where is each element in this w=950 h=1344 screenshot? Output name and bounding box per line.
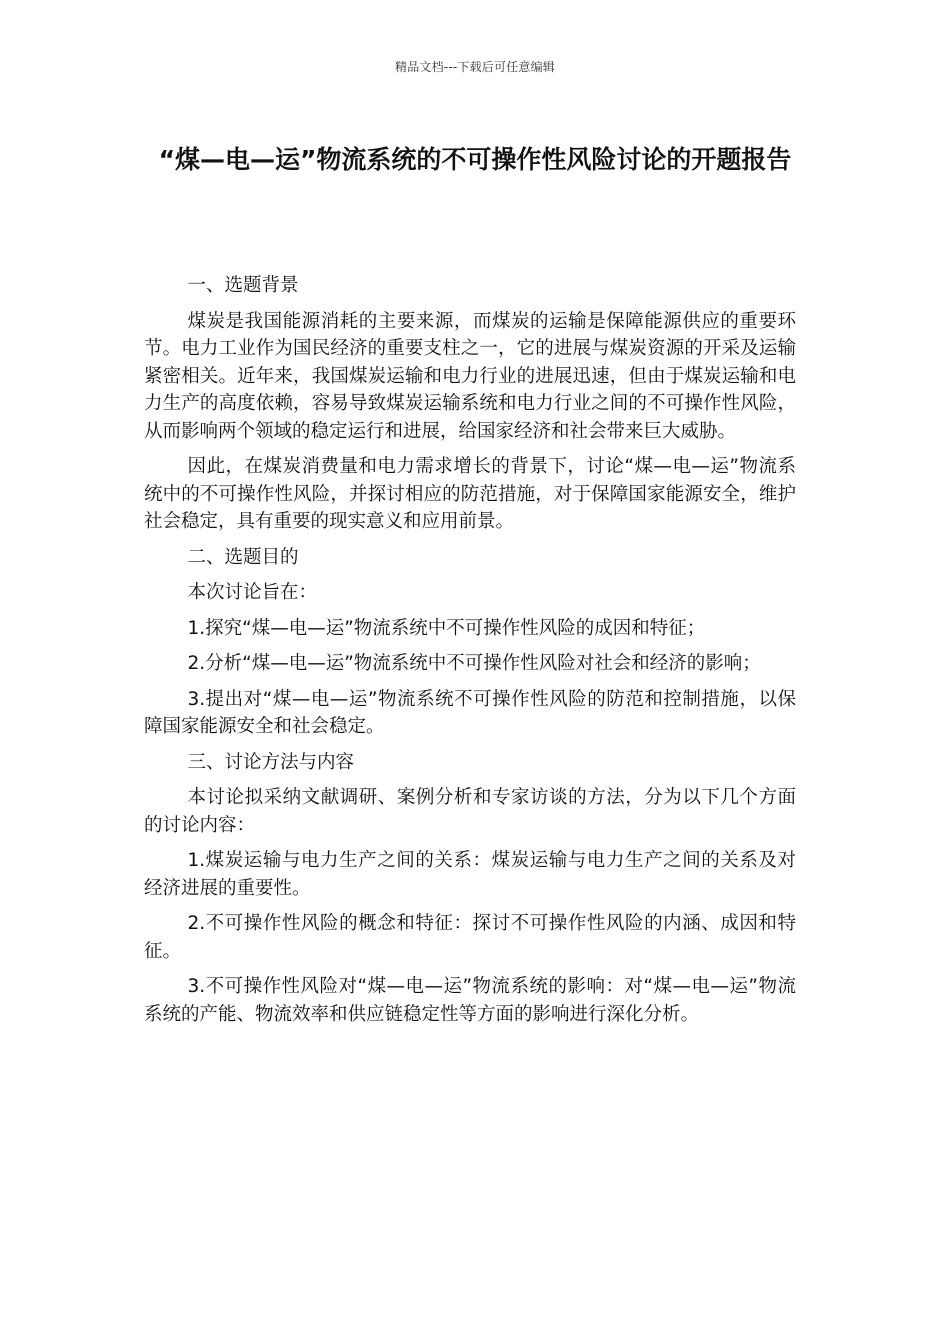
- purpose-item-3: 3.提出对“煤—电—运”物流系统不可操作性风险的防范和控制措施，以保障国家能源安全和社会稳定。: [144, 688, 796, 737]
- paragraph-methods-intro: 本讨论拟采纳文献调研、案例分析和专家访谈的方法，分为以下几个方面的讨论内容：: [144, 787, 796, 836]
- section-heading-methods: 三、讨论方法与内容: [187, 751, 354, 773]
- section-heading-background: 一、选题背景: [187, 275, 299, 296]
- methods-item-2: 2.不可操作性风险的概念和特征：探讨不可操作性风险的内涵、成因和特征。: [144, 913, 796, 962]
- methods-item-3: 3.不可操作性风险对“煤—电—运”物流系统的影响：对“煤—电—运”物流系统的产能、物流效率和供应链稳定性等方面的影响进行深化分析。: [144, 976, 796, 1025]
- document-body: [144, 272, 796, 1036]
- purpose-item-1: 1.探究“煤—电—运”物流系统中不可操作性风险的成因和特征；: [187, 617, 706, 639]
- section-heading-purpose: 二、选题目的: [187, 546, 299, 568]
- paragraph-background-1: 煤炭是我国能源消耗的主要来源，而煤炭的运输是保障能源供应的重要环节。电力工业作为国民经济的重要支柱之一，它的进展与煤炭资源的开采及运输紧密相关。近年来，我国煤炭运输和电力行业的进展迅速，但由于煤炭运输和电力生产的高度依赖，容易导致煤炭运输系统和电力行业之间的不可操作性风险，从而影响两个领域的稳定运行和进展，给国家经济和社会带来巨大威胁。: [144, 310, 796, 442]
- paragraph-background-2: 因此，在煤炭消费量和电力需求增长的背景下，讨论“煤—电—运”物流系统中的不可操作性风险，并探讨相应的防范措施，对于保障国家能源安全，维护社会稳定，具有重要的现实意义和应用前景。: [144, 456, 796, 532]
- page-header: 精品文档---下载后可任意编辑: [395, 60, 555, 74]
- purpose-item-2: 2.分析“煤—电—运”物流系统中不可操作性风险对社会和经济的影响；: [187, 653, 761, 674]
- methods-item-1: 1.煤炭运输与电力生产之间的关系：煤炭运输与电力生产之间的关系及对经济进展的重要性。: [144, 850, 796, 899]
- paragraph-purpose-intro: 本次讨论旨在：: [187, 582, 317, 603]
- document-title: “煤—电—运”物流系统的不可操作性风险讨论的开题报告: [158, 145, 792, 174]
